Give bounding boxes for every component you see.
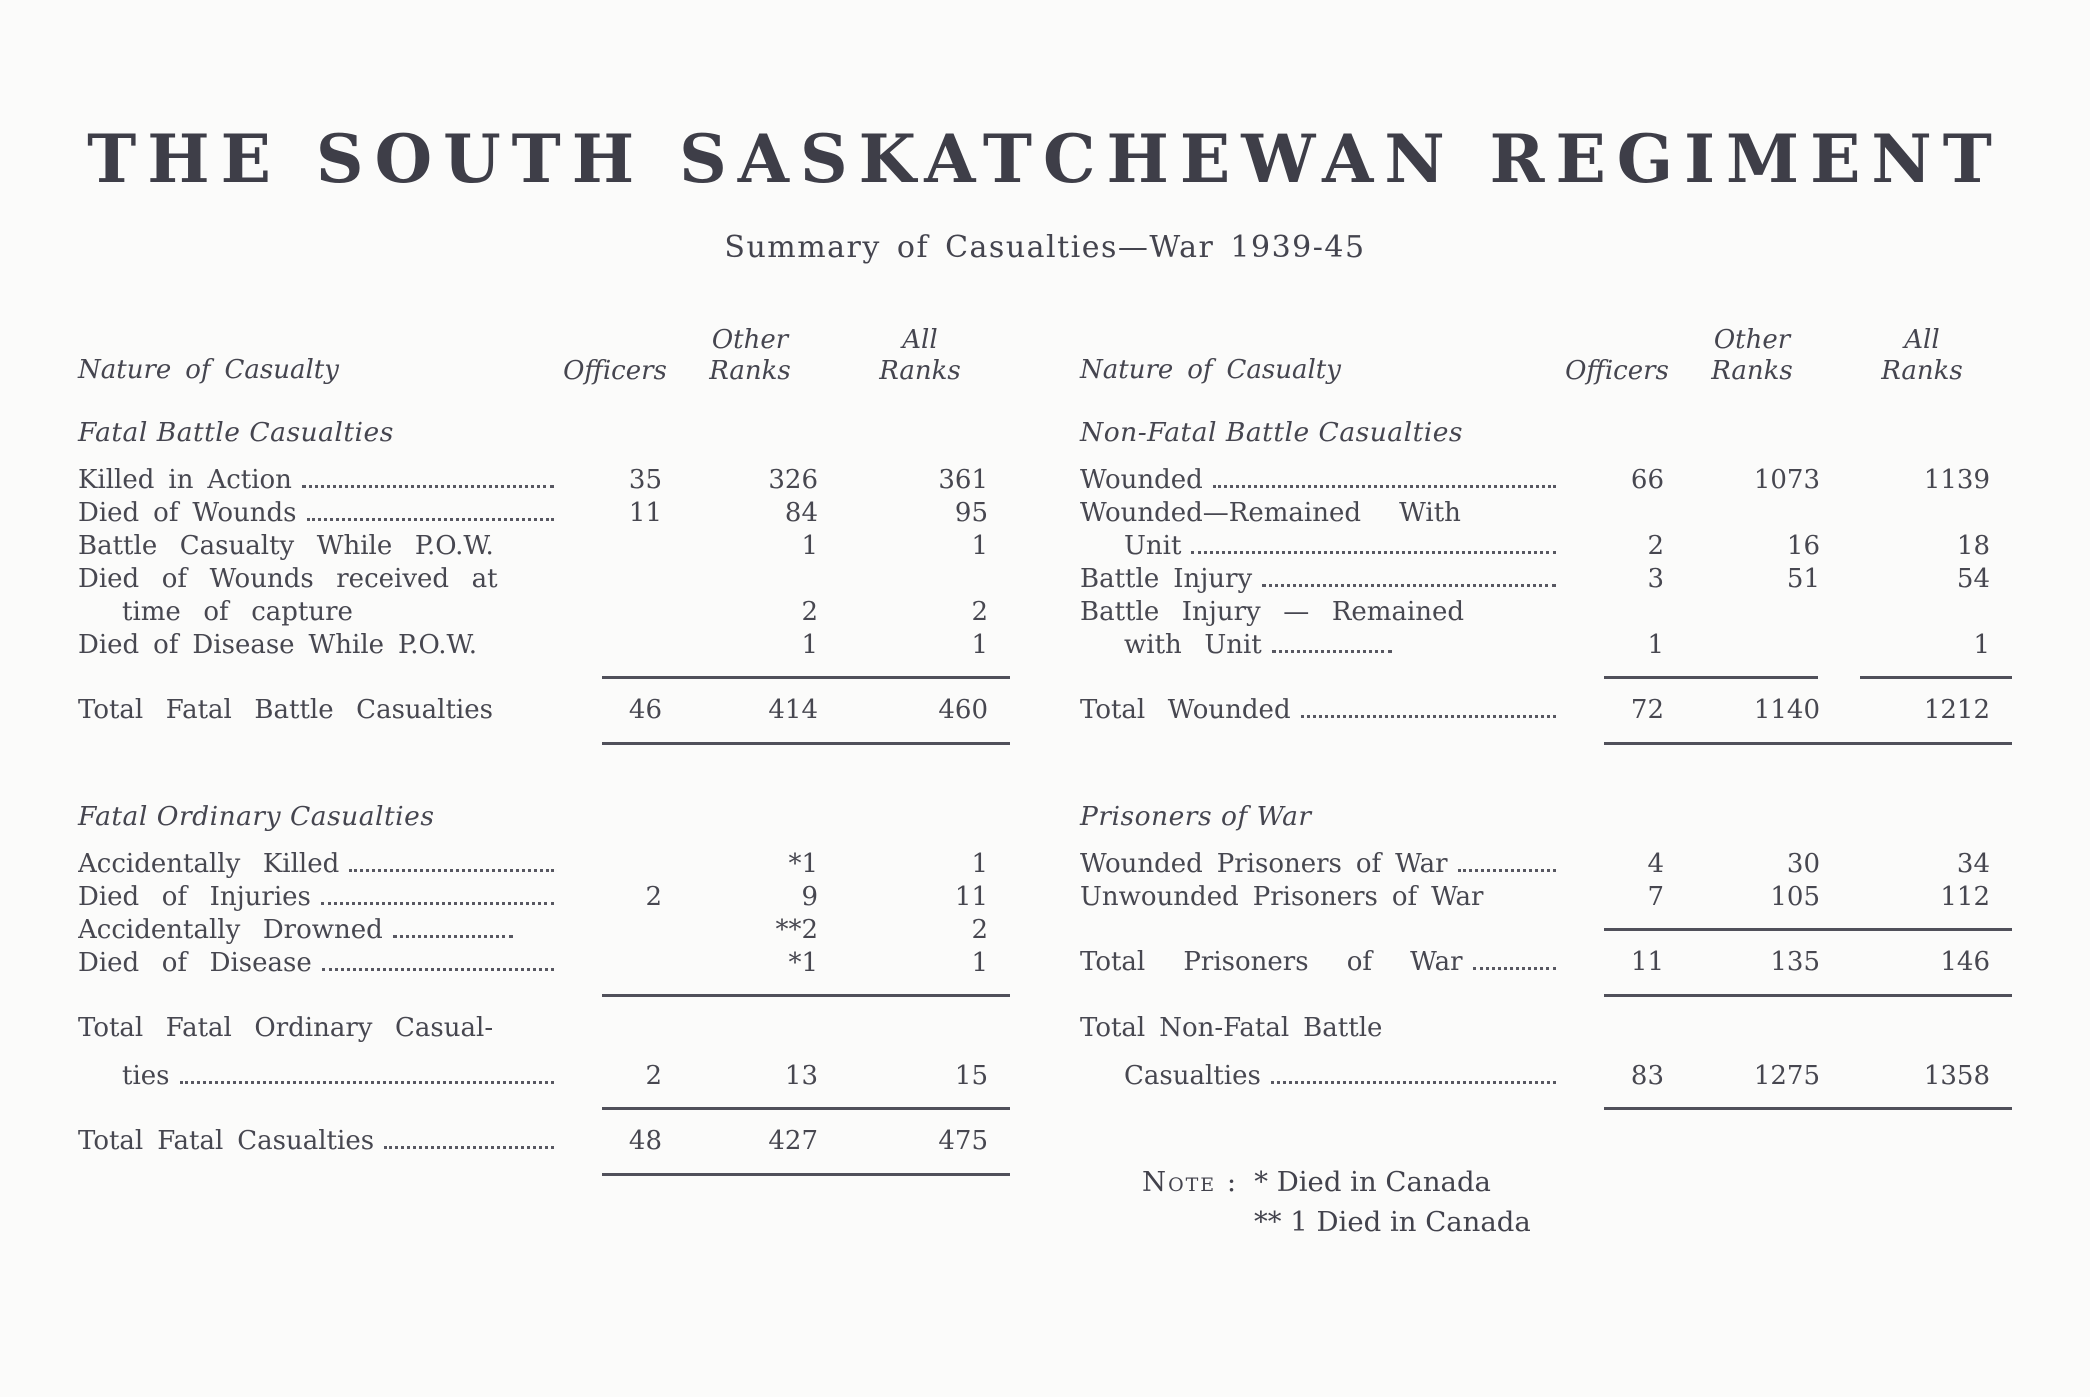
page-title: THE SOUTH SASKATCHEWAN REGIMENT	[87, 120, 2003, 198]
row-label: Accidentally Drowned	[78, 915, 383, 945]
all-ranks-value: 34	[1956, 849, 1990, 879]
total-rule-below	[602, 742, 1010, 745]
other-ranks-value: 135	[1770, 947, 1820, 977]
all-ranks-line2: Ranks	[879, 356, 961, 386]
row-label-cell	[78, 596, 560, 629]
other-ranks-value: 2	[801, 597, 818, 627]
row-label: Battle Casualty While P.O.W.	[78, 531, 494, 561]
all-ranks-value: 54	[1956, 564, 1990, 594]
table-row	[78, 464, 1010, 497]
total-rule-below	[602, 1107, 1010, 1110]
table-row	[78, 530, 1010, 563]
split-rule-left	[1604, 676, 1818, 679]
officers-value: 1	[1647, 630, 1664, 660]
row-label-cell	[78, 629, 560, 662]
table-row	[78, 881, 1010, 914]
dotted-leader	[349, 868, 554, 872]
grand-total-row	[1080, 1012, 2012, 1045]
column-header-all-ranks	[1832, 325, 2012, 387]
split-rule-right	[1860, 676, 2012, 679]
officers-value: 11	[1630, 947, 1664, 977]
rule-row	[78, 1173, 1010, 1176]
all-ranks-value: 11	[954, 882, 988, 912]
all-ranks-line2: Ranks	[1881, 356, 1963, 386]
dotted-leader	[307, 517, 554, 521]
rule-row	[1080, 994, 2012, 997]
row-label-cell	[78, 497, 560, 530]
row-label-cell	[78, 464, 560, 497]
row-label-cell	[78, 1060, 560, 1093]
all-ranks-value: 18	[1956, 531, 1990, 561]
officers-value: 35	[628, 465, 662, 495]
total-rule-above	[602, 994, 1010, 997]
dotted-leader	[393, 934, 513, 938]
other-ranks-value: 9	[801, 882, 818, 912]
row-label: Died of Injuries	[78, 882, 311, 912]
table-row	[1080, 881, 2012, 914]
other-ranks-value	[1672, 629, 1832, 662]
officers-value: 11	[628, 498, 662, 528]
footnote-block	[1080, 1166, 2012, 1238]
officers-value	[560, 914, 670, 947]
officers-value: 7	[1647, 882, 1664, 912]
dotted-leader	[180, 1080, 555, 1084]
rule-row	[78, 994, 1010, 997]
other-ranks-line2: Ranks	[709, 356, 791, 386]
row-label-cell	[78, 947, 560, 980]
rule-row	[78, 742, 1010, 745]
row-label-cell	[1080, 881, 1562, 914]
all-ranks-value: 1139	[1923, 465, 1990, 495]
page-subtitle: Summary of Casualties—War 1939-45	[724, 230, 1366, 265]
all-ranks-value: 1	[971, 630, 988, 660]
officers-value	[560, 530, 670, 563]
officers-value	[560, 947, 670, 980]
all-ranks-value: 2	[971, 597, 988, 627]
table-row	[1080, 596, 2012, 629]
all-ranks-line1: All	[1904, 325, 1940, 355]
all-ranks-value: 1	[971, 531, 988, 561]
footnote-text1: * Died in Canada	[1254, 1166, 1491, 1198]
other-ranks-value: *1	[788, 849, 818, 879]
other-ranks-value: 84	[784, 498, 818, 528]
rule-row	[1080, 928, 2012, 931]
all-ranks-line1: All	[902, 325, 938, 355]
table-row	[1080, 497, 2012, 530]
footnote-line1	[1142, 1166, 2012, 1198]
all-ranks-value: 2	[971, 915, 988, 945]
officers-value: 2	[645, 882, 662, 912]
footnote-line2	[1142, 1206, 2012, 1238]
row-label: Accidentally Killed	[78, 849, 340, 879]
casualty-tables	[0, 325, 2090, 1238]
grand-total-row-continuation	[1080, 1060, 2012, 1093]
row-label: Killed in Action	[78, 465, 292, 495]
table-header-left	[78, 325, 1010, 387]
row-label-line2: with Unit	[1124, 630, 1262, 660]
grand-total-label: Total Non-Fatal Battle	[1080, 1013, 1383, 1043]
row-label-cell	[1080, 530, 1562, 563]
officers-value: 2	[645, 1061, 662, 1091]
section-heading-non-fatal: Non-Fatal Battle Casualties	[1080, 417, 1463, 448]
officers-value	[560, 596, 670, 629]
table-row	[78, 563, 1010, 596]
row-label-cell	[1080, 629, 1562, 662]
other-ranks-value: 1275	[1753, 1061, 1820, 1091]
section-heading-pow: Prisoners of War	[1080, 801, 1312, 832]
officers-value: 72	[1630, 695, 1664, 725]
dotted-leader	[1301, 714, 1556, 718]
total-label: Total Fatal Battle Casualties	[78, 695, 493, 725]
grand-total-rule-below	[602, 1173, 1010, 1176]
table-row-continuation	[1080, 530, 2012, 563]
rule-row	[78, 676, 1010, 679]
other-ranks-value: *1	[788, 948, 818, 978]
other-ranks-value: 1073	[1753, 465, 1820, 495]
row-label-line2: time of capture	[122, 597, 353, 627]
column-header-other-ranks	[670, 325, 830, 387]
other-ranks-line1: Other	[711, 325, 789, 355]
column-header-officers	[1562, 356, 1672, 387]
dotted-leader	[1191, 550, 1556, 554]
grand-total-row	[78, 1125, 1010, 1158]
rule-row	[1080, 742, 2012, 745]
row-label-cell	[78, 881, 560, 914]
row-label: Died of Disease While P.O.W.	[78, 630, 478, 660]
footnote-label: Note :	[1142, 1166, 1239, 1198]
casualty-table-left	[78, 325, 1010, 1238]
officers-value: 2	[1647, 531, 1664, 561]
row-label: Wounded Prisoners of War	[1080, 849, 1448, 879]
other-ranks-value: 1	[801, 531, 818, 561]
total-label: Total Fatal Ordinary Casual-	[78, 1013, 494, 1043]
row-label: Died of Wounds received at	[78, 564, 498, 594]
table-row	[1080, 848, 2012, 881]
all-ranks-value: 1358	[1923, 1061, 1990, 1091]
table-row	[1080, 464, 2012, 497]
total-row	[1080, 694, 2012, 727]
grand-total-rule-below	[1604, 1107, 2012, 1110]
other-ranks-line1: Other	[1713, 325, 1791, 355]
dotted-leader	[1272, 649, 1392, 653]
officers-value: 3	[1647, 564, 1664, 594]
row-label: Unwounded Prisoners of War	[1080, 882, 1484, 912]
footnote-text2: ** 1 Died in Canada	[1254, 1206, 1531, 1238]
all-ranks-value: 95	[954, 498, 988, 528]
officers-value: 48	[628, 1126, 662, 1156]
row-label: Wounded	[1080, 465, 1203, 495]
row-label-cell	[78, 1125, 560, 1158]
row-label-cell	[78, 694, 560, 727]
other-ranks-value: 13	[784, 1061, 818, 1091]
casualty-table-right	[1080, 325, 2012, 1238]
column-header-all-ranks	[830, 325, 1010, 387]
total-label: Total Wounded	[1080, 695, 1291, 725]
row-label: Battle Injury	[1080, 564, 1253, 594]
column-header-officers	[560, 356, 670, 387]
row-label-cell	[78, 530, 560, 563]
table-header-right	[1080, 325, 2012, 387]
row-label-cell	[1080, 694, 1562, 727]
row-label: Battle Injury — Remained	[1080, 597, 1465, 627]
other-ranks-value: 414	[768, 695, 818, 725]
rule-row	[78, 1107, 1010, 1110]
officers-value: 66	[1630, 465, 1664, 495]
all-ranks-value: 1	[1973, 630, 1990, 660]
row-label-cell	[1080, 848, 1562, 881]
row-label-cell	[1080, 563, 1562, 596]
row-label-cell	[78, 1012, 560, 1045]
dotted-leader	[1213, 484, 1556, 488]
officers-value	[560, 848, 670, 881]
officers-value: 4	[1647, 849, 1664, 879]
dotted-leader	[302, 484, 554, 488]
rule-row	[1080, 676, 2012, 679]
row-label-cell	[1080, 596, 1562, 629]
other-ranks-value: 105	[1770, 882, 1820, 912]
all-ranks-value: 1	[971, 948, 988, 978]
table-row	[78, 497, 1010, 530]
all-ranks-value: 1212	[1923, 695, 1990, 725]
officers-label: Officers	[1565, 356, 1669, 386]
table-row-continuation	[1080, 629, 2012, 662]
rule-row	[1080, 1107, 2012, 1110]
dotted-leader	[1473, 966, 1556, 970]
table-row	[78, 629, 1010, 662]
row-label-cell	[1080, 497, 1562, 530]
dotted-leader	[321, 901, 554, 905]
other-ranks-value: 30	[1786, 849, 1820, 879]
row-label-line2: Unit	[1124, 531, 1182, 561]
table-row	[78, 947, 1010, 980]
all-ranks-value: 112	[1940, 882, 1990, 912]
total-rule-above	[602, 676, 1010, 679]
all-ranks-value: 361	[938, 465, 988, 495]
row-label-cell	[1080, 1012, 1562, 1045]
total-row	[1080, 946, 2012, 979]
row-label-cell	[78, 563, 560, 596]
table-row	[78, 848, 1010, 881]
dotted-leader	[384, 1145, 554, 1149]
column-header-other-ranks	[1672, 325, 1832, 387]
total-row	[78, 1012, 1010, 1045]
total-rule-below	[1604, 742, 2012, 745]
column-header-nature-of-casualty: Nature of Casualty	[78, 355, 339, 385]
total-row-continuation	[78, 1060, 1010, 1093]
total-row	[78, 694, 1010, 727]
officers-value: 83	[1630, 1061, 1664, 1091]
all-ranks-value: 15	[954, 1061, 988, 1091]
table-row-continuation	[78, 596, 1010, 629]
total-rule-below	[1604, 994, 2012, 997]
row-label-cell	[1080, 1060, 1562, 1093]
other-ranks-value: 16	[1786, 531, 1820, 561]
all-ranks-value: 460	[938, 695, 988, 725]
section-heading-fatal-ordinary: Fatal Ordinary Casualties	[78, 801, 435, 832]
row-label: Died of Wounds	[78, 498, 297, 528]
row-label-cell	[78, 914, 560, 947]
grand-total-label-line2: Casualties	[1124, 1061, 1261, 1091]
other-ranks-value: 427	[768, 1126, 818, 1156]
other-ranks-value: 51	[1786, 564, 1820, 594]
other-ranks-value: 326	[768, 465, 818, 495]
officers-label: Officers	[563, 356, 667, 386]
total-rule-above	[1604, 928, 2012, 931]
row-label-cell	[78, 848, 560, 881]
all-ranks-value: 1	[971, 849, 988, 879]
dotted-leader	[1458, 868, 1556, 872]
dotted-leader	[322, 967, 554, 971]
table-row	[1080, 563, 2012, 596]
all-ranks-value: 475	[938, 1126, 988, 1156]
row-label-cell	[1080, 464, 1562, 497]
row-label: Wounded—Remained With	[1080, 498, 1461, 528]
column-header-nature-of-casualty: Nature of Casualty	[1080, 355, 1341, 385]
other-ranks-line2: Ranks	[1711, 356, 1793, 386]
officers-value: 46	[628, 695, 662, 725]
table-row	[78, 914, 1010, 947]
other-ranks-value: 1140	[1753, 695, 1820, 725]
total-label-line2: ties	[122, 1061, 170, 1091]
row-label: Died of Disease	[78, 948, 312, 978]
total-label: Total Prisoners of War	[1080, 947, 1463, 977]
dotted-leader	[1271, 1080, 1556, 1084]
officers-value	[560, 629, 670, 662]
other-ranks-value: **2	[775, 915, 818, 945]
row-label-cell	[1080, 946, 1562, 979]
all-ranks-value: 146	[1940, 947, 1990, 977]
other-ranks-value: 1	[801, 630, 818, 660]
dotted-leader	[1262, 583, 1556, 587]
section-heading-fatal-battle: Fatal Battle Casualties	[78, 417, 394, 448]
grand-total-label: Total Fatal Casualties	[78, 1126, 375, 1156]
